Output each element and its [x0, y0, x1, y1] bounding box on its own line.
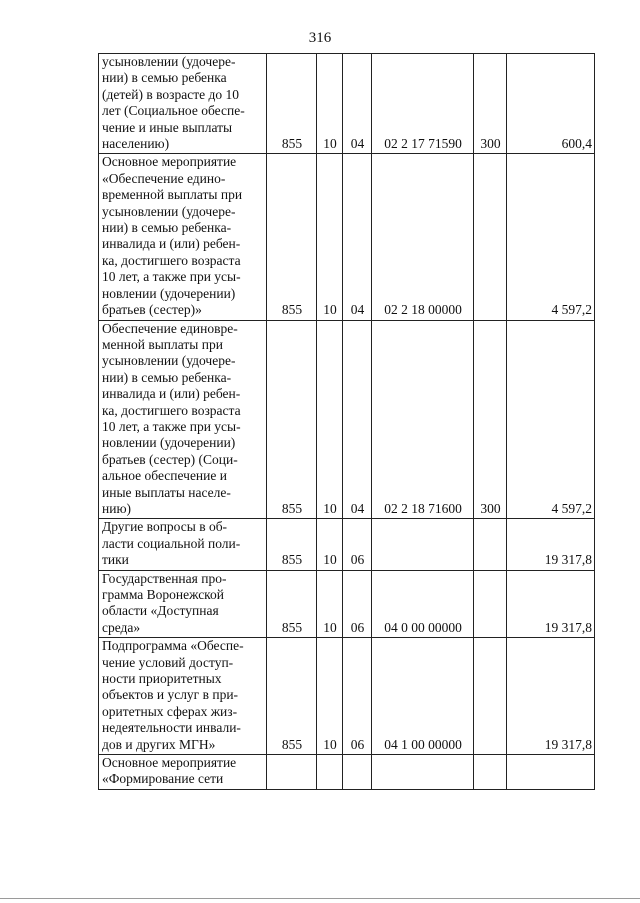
amount: 19 317,8 [507, 519, 595, 570]
target-article-code: 02 2 18 00000 [372, 154, 474, 320]
section-code [317, 755, 343, 790]
row-name: Подпрограмма «Обеспе- чение условий доступ- ности приоритетных объектов и услуг в при- оритетных сферах жиз- недеятельности инвали- дов и других МГН» [99, 638, 267, 755]
target-article-code: 04 1 00 00000 [372, 638, 474, 755]
ministry-code: 855 [267, 570, 317, 638]
expense-type-code [474, 154, 507, 320]
subsection-code: 04 [343, 320, 372, 519]
section-code: 10 [317, 570, 343, 638]
section-code: 10 [317, 54, 343, 154]
amount: 4 597,2 [507, 154, 595, 320]
amount: 600,4 [507, 54, 595, 154]
table-row [99, 154, 595, 320]
section-code: 10 [317, 154, 343, 320]
expense-type-code [474, 570, 507, 638]
row-name: Другие вопросы в об- ласти социальной поли- тики [99, 519, 267, 570]
section-code: 10 [317, 638, 343, 755]
ministry-code: 855 [267, 154, 317, 320]
amount [507, 755, 595, 790]
ministry-code: 855 [267, 54, 317, 154]
budget-table [98, 53, 595, 790]
ministry-code: 855 [267, 638, 317, 755]
expense-type-code: 300 [474, 320, 507, 519]
expense-type-code [474, 638, 507, 755]
subsection-code [343, 755, 372, 790]
ministry-code [267, 755, 317, 790]
row-name: Основное мероприятие «Формирование сети [99, 755, 267, 790]
subsection-code: 06 [343, 638, 372, 755]
target-article-code: 04 0 00 00000 [372, 570, 474, 638]
expense-type-code: 300 [474, 54, 507, 154]
row-name: Государственная про- грамма Воронежской области «Доступная среда» [99, 570, 267, 638]
row-name: Основное мероприятие «Обеспечение едино- временной выплаты при усыновлении (удочере- нии) в семью ребенка- инвалида и (или) ребен- ка, достигшего возраста 10 лет, а также при усы- новлении (удочерении) братьев (сестер)» [99, 154, 267, 320]
subsection-code: 06 [343, 519, 372, 570]
amount: 19 317,8 [507, 570, 595, 638]
table-row [99, 320, 595, 519]
expense-type-code [474, 755, 507, 790]
table-row [99, 638, 595, 755]
table-row [99, 570, 595, 638]
table-row [99, 519, 595, 570]
row-name: усыновлении (удочере- нии) в семью ребенка (детей) в возрасте до 10 лет (Социальное обеспе- чение и иные выплаты населению) [99, 54, 267, 154]
subsection-code: 06 [343, 570, 372, 638]
section-code: 10 [317, 320, 343, 519]
target-article-code: 02 2 18 71600 [372, 320, 474, 519]
target-article-code [372, 755, 474, 790]
page-bottom-divider [0, 898, 640, 899]
expense-type-code [474, 519, 507, 570]
table-row [99, 54, 595, 154]
subsection-code: 04 [343, 54, 372, 154]
amount: 19 317,8 [507, 638, 595, 755]
row-name: Обеспечение единовре- менной выплаты при усыновлении (удочере- нии) в семью ребенка- инвалида и (или) ребен- ка, достигшего возраста 10 лет, а также при усы- новлении (удочерении) братьев (сестер) (Соци- альное обеспечение и иные выплаты населе- нию) [99, 320, 267, 519]
ministry-code: 855 [267, 320, 317, 519]
ministry-code: 855 [267, 519, 317, 570]
page-number: 316 [308, 30, 332, 46]
amount: 4 597,2 [507, 320, 595, 519]
target-article-code: 02 2 17 71590 [372, 54, 474, 154]
target-article-code [372, 519, 474, 570]
subsection-code: 04 [343, 154, 372, 320]
table-row [99, 755, 595, 790]
section-code: 10 [317, 519, 343, 570]
